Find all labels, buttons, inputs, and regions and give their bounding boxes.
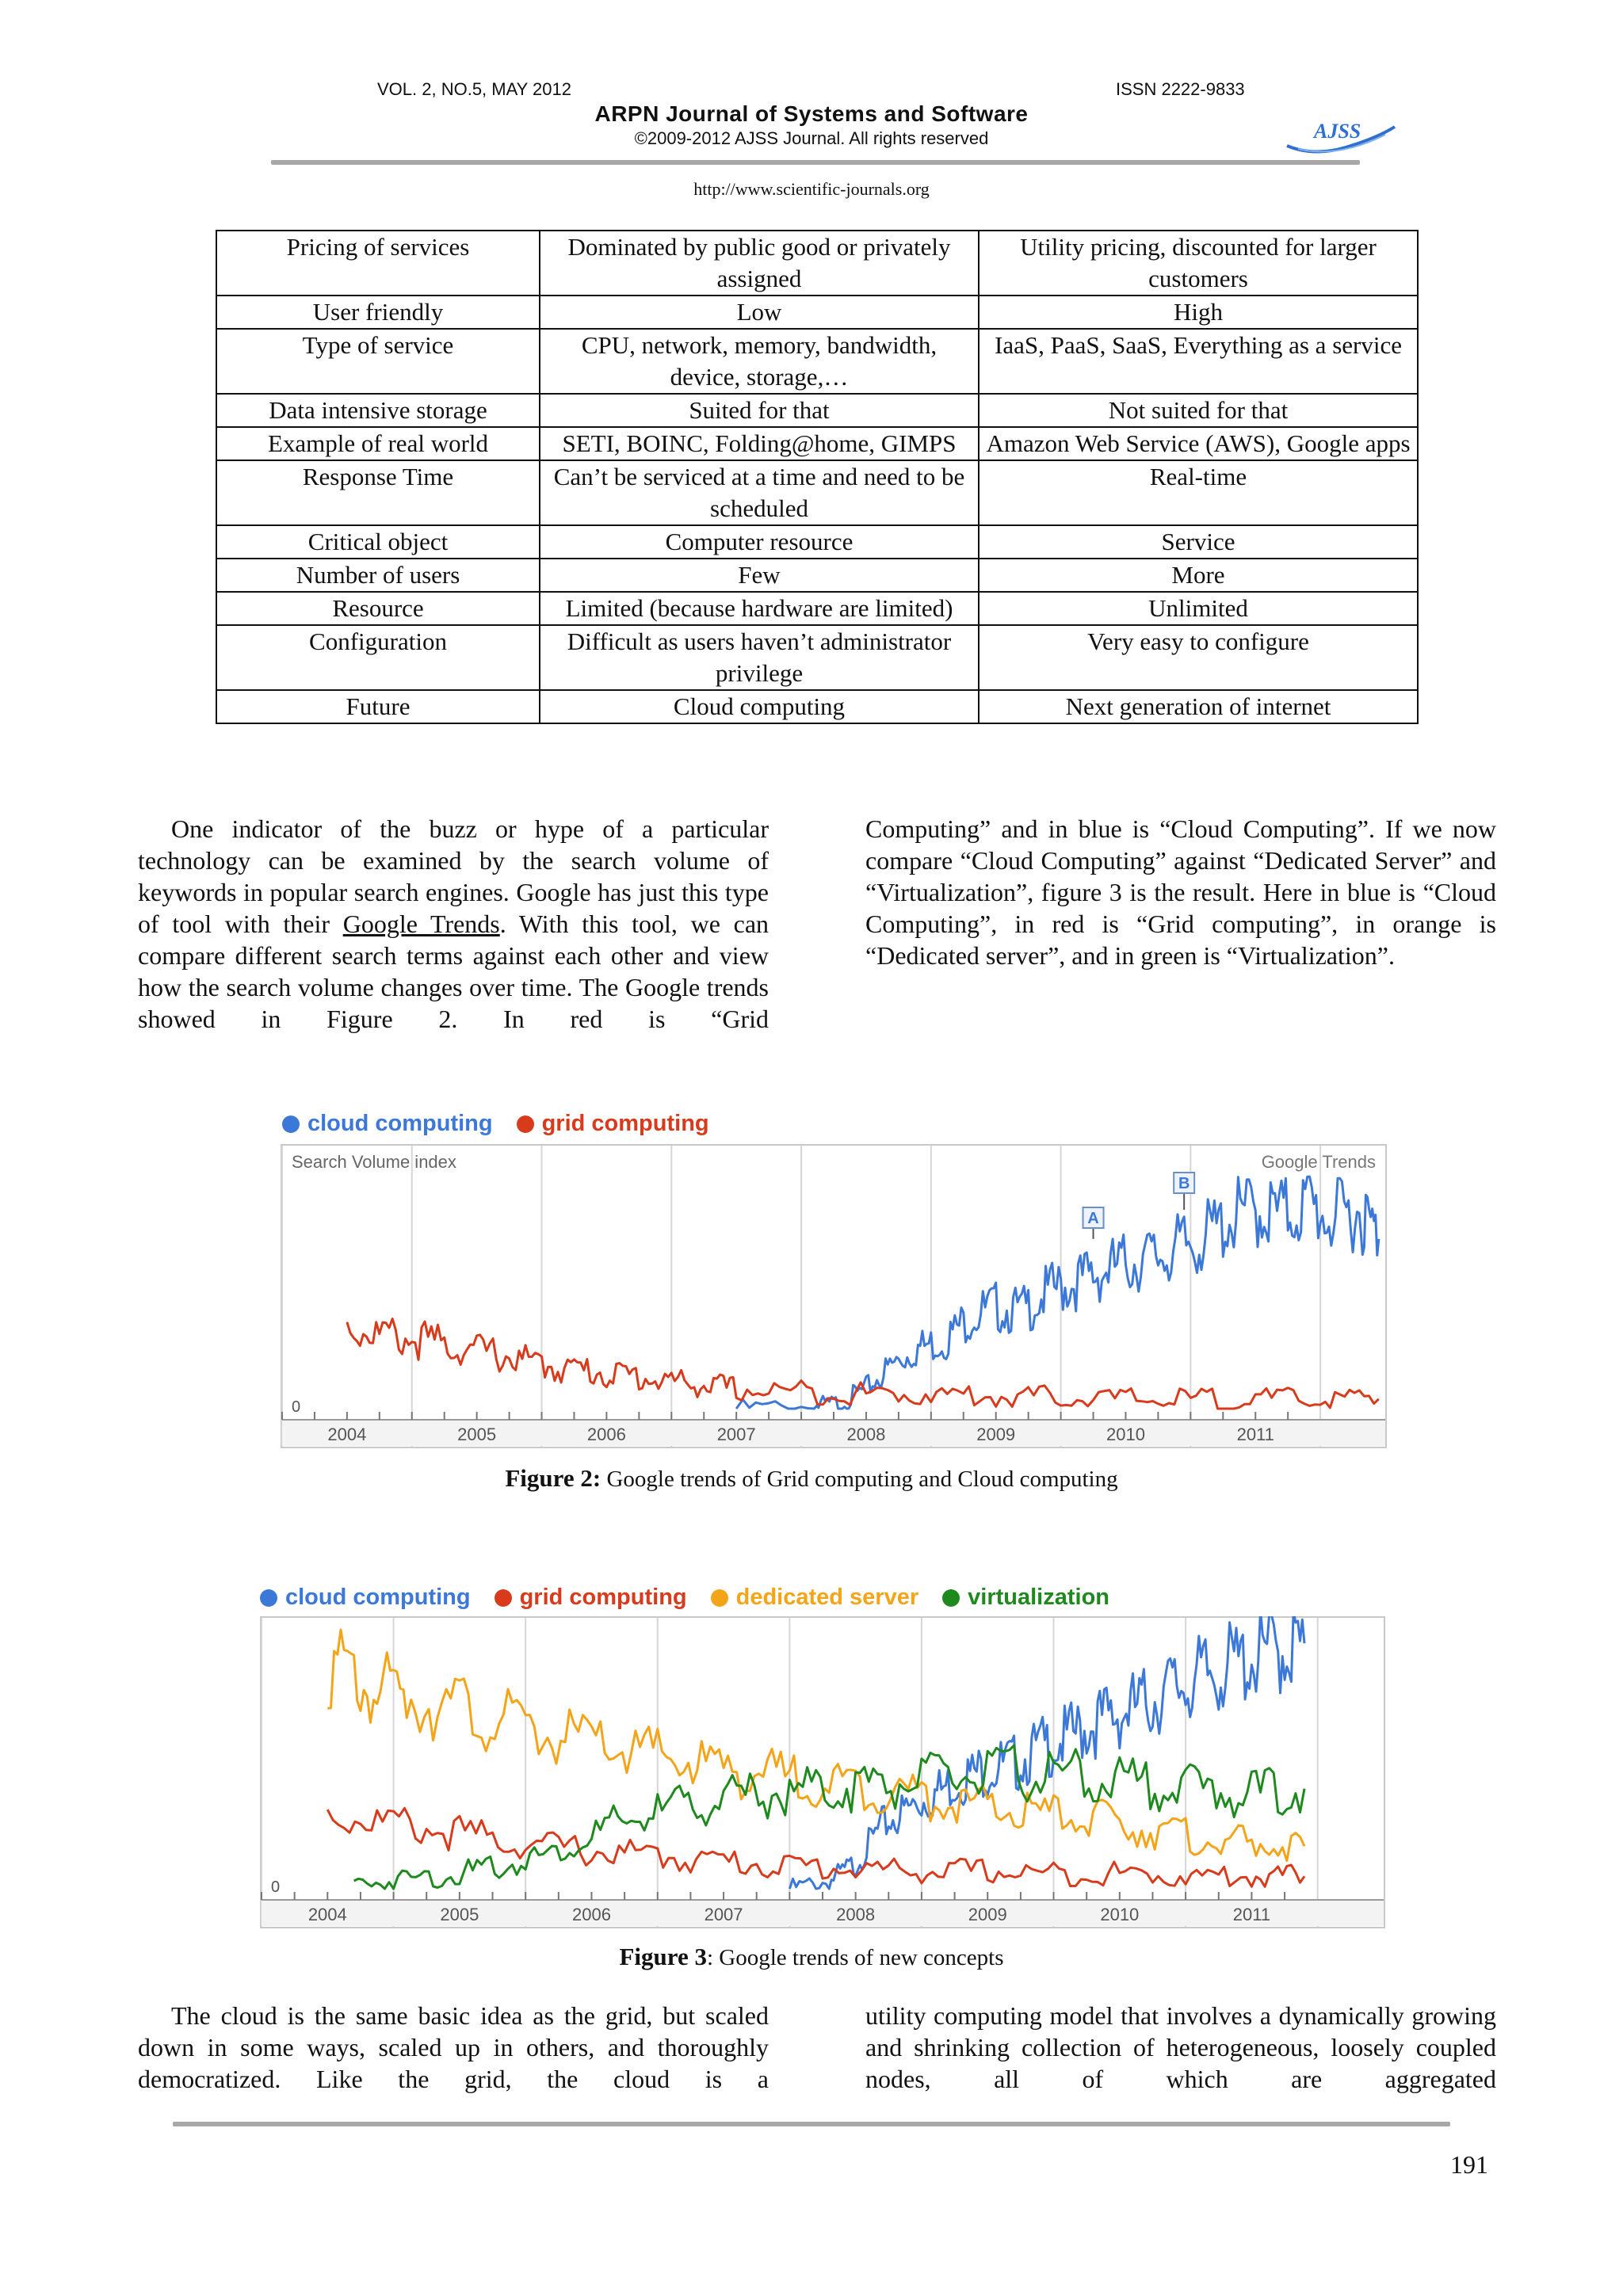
- figure3-caption-text: : Google trends of new concepts: [707, 1945, 1004, 1970]
- legend-label: grid computing: [541, 1111, 709, 1136]
- copyright-notice: ©2009-2012 AJSS Journal. All rights reserved: [634, 128, 989, 148]
- paragraph-2-right: utility computing model that involves a dynamically growing and shrinking collection of heterogeneous, loosely coupled nodes, all of which are aggregated: [865, 2001, 1496, 2093]
- header-volume: VOL. 2, NO.5, MAY 2012: [377, 79, 571, 99]
- table-cell: User friendly: [216, 296, 540, 329]
- para1-left-text-a: One indicator of the buzz or hype of a particular technology can be examined by the search volume of keywords in popular search engines. Google has just this type of tool with their: [138, 814, 769, 938]
- figure2-legend: [282, 1111, 733, 1137]
- table-cell: Next generation of internet: [979, 690, 1418, 723]
- figure2-chart: [281, 1144, 1387, 1448]
- table-cell: Data intensive storage: [216, 394, 540, 427]
- figure3-legend: [260, 1585, 1133, 1611]
- table-row: [216, 427, 1418, 460]
- table-cell: Cloud computing: [540, 690, 979, 723]
- legend-dot-icon: [282, 1116, 300, 1133]
- table-row: [216, 460, 1418, 525]
- figure3-tick-label: 2009: [968, 1905, 1007, 1924]
- table-cell: Amazon Web Service (AWS), Google apps: [979, 427, 1418, 460]
- table-cell: CPU, network, memory, bandwidth, device, storage,…: [540, 329, 979, 394]
- para1-left-text-b: . With this tool, we can compare different search terms against each other and view how the search volume changes over time. The Google trends showed in Figure 2. In red is “Grid: [138, 910, 769, 1033]
- figure3-tick-label: 2005: [440, 1905, 479, 1924]
- table-row: [216, 625, 1418, 690]
- table-cell: Unlimited: [979, 592, 1418, 625]
- figure3-tick-label: 2010: [1100, 1905, 1140, 1924]
- table-cell: Resource: [216, 592, 540, 625]
- figure2-frame: [281, 1145, 1386, 1447]
- table-cell: Service: [979, 525, 1418, 559]
- table-cell: Real-time: [979, 460, 1418, 525]
- header-rule: [271, 160, 1360, 165]
- page-number: 191: [1450, 2150, 1488, 2179]
- legend-label: grid computing: [519, 1585, 687, 1610]
- table-row: [216, 296, 1418, 329]
- figure3-tick-label: 2006: [571, 1905, 611, 1924]
- figure2-tick-label: 2006: [586, 1425, 626, 1444]
- figure2-tick-label: 2009: [976, 1425, 1016, 1444]
- figure2-tick-label: 2011: [1236, 1425, 1274, 1444]
- figure2-caption-text: Google trends of Grid computing and Cloud computing: [601, 1466, 1118, 1492]
- table-cell: Very easy to configure: [979, 625, 1418, 690]
- figure2-annotation-label: B: [1178, 1175, 1190, 1192]
- figure2-tick-label: 2010: [1106, 1425, 1145, 1444]
- header-issn: ISSN 2222-9833: [1116, 79, 1245, 99]
- table-row: [216, 690, 1418, 723]
- journal-logo: [1282, 111, 1400, 158]
- figure2-caption-label: Figure 2:: [505, 1464, 601, 1492]
- table-cell: Can’t be serviced at a time and need to be scheduled: [540, 460, 979, 525]
- figure3-chart: [260, 1616, 1385, 1928]
- table-cell: SETI, BOINC, Folding@home, GIMPS: [540, 427, 979, 460]
- paragraph-1-right: Computing” and in blue is “Cloud Computing”. If we now compare “Cloud Computing” against “Dedicated Server” and “Virtualization”, figure 3 is the result. Here in blue is “Cloud Computing”, in red is “Grid computing”, in orange is “Dedicated server”, and in green is “Virtualization”.: [865, 814, 1496, 970]
- paragraph-2-left: The cloud is the same basic idea as the grid, but scaled down in some ways, scaled up in others, and thoroughly democratized. Like the grid, the cloud is a: [138, 2001, 769, 2093]
- footer-rule: [173, 2122, 1450, 2126]
- table-cell: Limited (because hardware are limited): [540, 592, 979, 625]
- legend-dot-icon: [260, 1589, 277, 1607]
- table-cell: Difficult as users haven’t administrator privilege: [540, 625, 979, 690]
- figure2-axis-band: [282, 1420, 1385, 1446]
- logo-text: AJSS: [1314, 120, 1361, 143]
- legend-dot-icon: [942, 1589, 960, 1607]
- table-cell: Few: [540, 559, 979, 592]
- figure2-tick-label: 2005: [457, 1425, 497, 1444]
- figure3-axis-band: [262, 1900, 1384, 1926]
- figure2-legend-item: [282, 1111, 493, 1137]
- figure2-legend-item: [517, 1111, 709, 1137]
- table-cell: High: [979, 296, 1418, 329]
- figure2-y-axis-label: Search Volume index: [292, 1152, 456, 1172]
- table-cell: Utility pricing, discounted for larger customers: [979, 231, 1418, 296]
- table-cell: Low: [540, 296, 979, 329]
- table-cell: Response Time: [216, 460, 540, 525]
- legend-dot-icon: [517, 1116, 534, 1133]
- figure2-watermark: Google Trends: [1261, 1152, 1376, 1172]
- header-url[interactable]: http://www.scientific-journals.org: [693, 179, 930, 199]
- table-cell: Not suited for that: [979, 394, 1418, 427]
- table-row: [216, 559, 1418, 592]
- table-cell: Type of service: [216, 329, 540, 394]
- table-cell: Future: [216, 690, 540, 723]
- table-cell: Computer resource: [540, 525, 979, 559]
- table-row: [216, 394, 1418, 427]
- figure3-legend-item: [495, 1585, 687, 1611]
- figure3-legend-item: [942, 1585, 1109, 1611]
- journal-title: ARPN Journal of Systems and Software: [594, 101, 1029, 126]
- table-row: [216, 525, 1418, 559]
- table-cell: More: [979, 559, 1418, 592]
- table-cell: Configuration: [216, 625, 540, 690]
- figure3-legend-item: [260, 1585, 471, 1611]
- figure2-tick-label: 2007: [716, 1425, 756, 1444]
- comparison-table: [216, 230, 1419, 724]
- figure3-tick-label: 2011: [1232, 1905, 1271, 1924]
- table-cell: Suited for that: [540, 394, 979, 427]
- figure3-frame: [261, 1617, 1384, 1928]
- figure3-y-zero-label: 0: [271, 1878, 281, 1896]
- figure2-annotation-label: A: [1087, 1210, 1099, 1227]
- table-row: [216, 231, 1418, 296]
- paragraph-1-left: [138, 813, 769, 1035]
- figure3-tick-label: 2004: [307, 1905, 347, 1924]
- table-cell: Critical object: [216, 525, 540, 559]
- table-cell: Dominated by public good or privately assigned: [540, 231, 979, 296]
- figure2-tick-label: 2004: [327, 1425, 367, 1444]
- legend-dot-icon: [711, 1589, 728, 1607]
- figure2-y-zero-label: 0: [292, 1398, 301, 1416]
- figure3-caption-label: Figure 3: [619, 1943, 707, 1970]
- table-cell: Number of users: [216, 559, 540, 592]
- legend-label: cloud computing: [307, 1111, 493, 1136]
- legend-label: virtualization: [968, 1585, 1109, 1610]
- figure3-caption: [0, 1943, 1623, 1971]
- figure3-tick-label: 2008: [836, 1905, 876, 1924]
- table-row: [216, 329, 1418, 394]
- figure2-caption: [0, 1464, 1623, 1493]
- figure2-tick-label: 2008: [846, 1425, 886, 1444]
- legend-label: cloud computing: [285, 1585, 471, 1610]
- figure3-tick-label: 2007: [704, 1905, 743, 1924]
- table-cell: Example of real world: [216, 427, 540, 460]
- google-trends-link[interactable]: Google Trends: [342, 910, 500, 938]
- table-row: [216, 592, 1418, 625]
- legend-dot-icon: [495, 1589, 512, 1607]
- legend-label: dedicated server: [735, 1585, 919, 1610]
- table-cell: IaaS, PaaS, SaaS, Everything as a service: [979, 329, 1418, 394]
- figure3-legend-item: [711, 1585, 919, 1611]
- table-cell: Pricing of services: [216, 231, 540, 296]
